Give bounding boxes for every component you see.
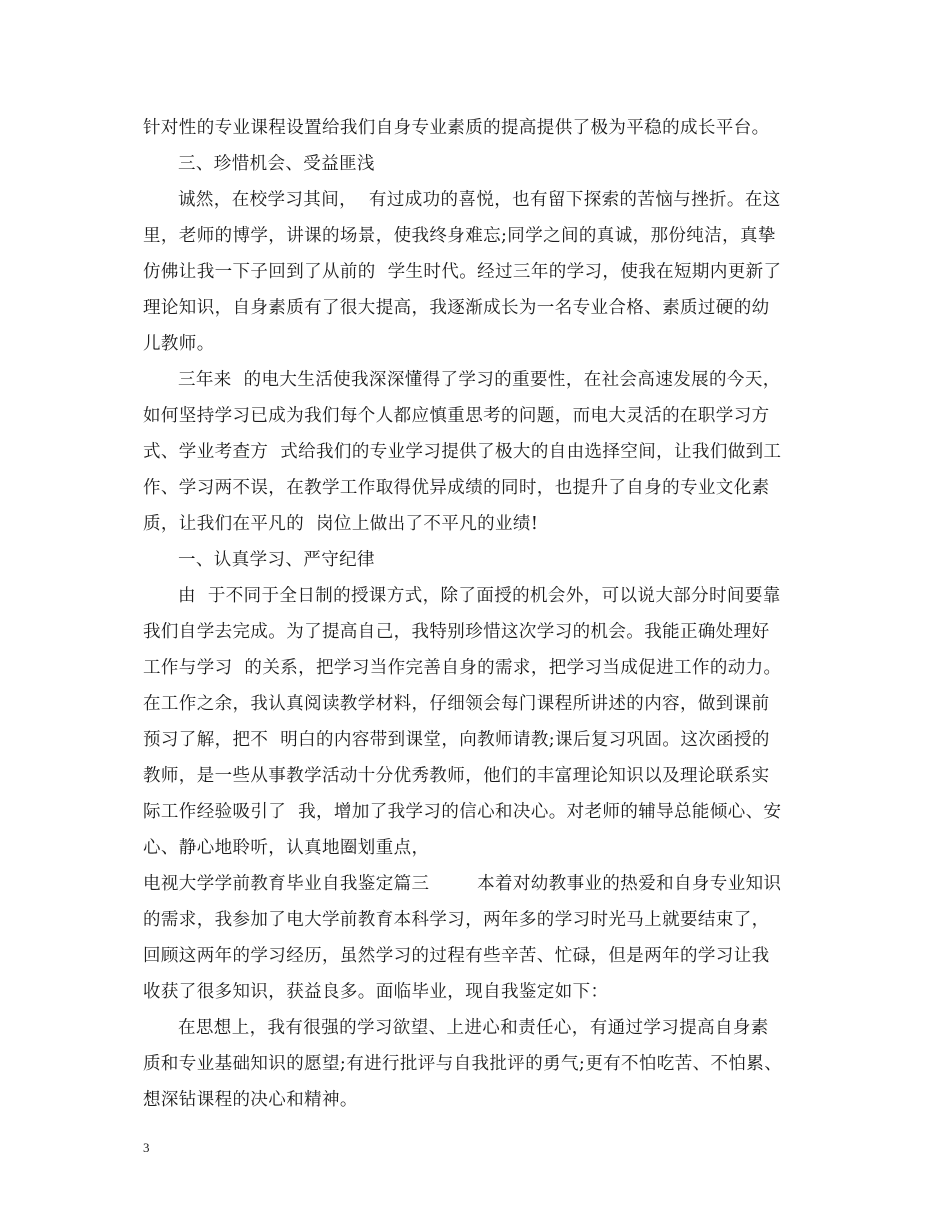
text-line: 工作与学习 的关系，把学习当作完善自身的需求，把学习当成促进工作的动力。 xyxy=(143,658,782,678)
text-line: 作、学习两不误，在教学工作取得优异成绩的同时，也提升了自身的专业文化素 xyxy=(143,478,770,498)
text-line: 想深钻课程的决心和精神。 xyxy=(143,1090,358,1110)
text-line: 如何坚持学习已成为我们每个人都应慎重思考的问题，而电大灵活的在职学习方 xyxy=(143,406,770,426)
text-line: 教师，是一些从事教学活动十分优秀教师，他们的丰富理论知识以及理论联系实 xyxy=(143,766,770,786)
text-line: 收获了很多知识，获益良多。面临毕业，现自我鉴定如下： xyxy=(143,982,609,1002)
text-line: 回顾这两年的学习经历，虽然学习的过程有些辛苦、忙碌，但是两年的学习让我 xyxy=(143,946,770,966)
text-line: 仿佛让我一下子回到了从前的 学生时代。经过三年的学习，使我在短期内更新了 xyxy=(143,262,782,282)
section-heading: 一、认真学习、严守纪律 xyxy=(178,550,375,570)
page-number: 3 xyxy=(143,1140,150,1155)
text-line: 式、学业考查方 式给我们的专业学习提供了极大的自由选择空间，让我们做到工 xyxy=(143,442,782,462)
text-line: 诚然，在校学习其间， 有过成功的喜悦，也有留下探索的苦恼与挫折。在这 xyxy=(178,190,781,210)
text-line: 的需求，我参加了电大学前教育本科学习，两年多的学习时光马上就要结束了， xyxy=(143,910,770,930)
text-line: 三年来 的电大生活使我深深懂得了学习的重要性，在社会高速发展的今天， xyxy=(178,370,781,390)
text-line: 我们自学去完成。为了提高自己，我特别珍惜这次学习的机会。我能正确处理好 xyxy=(143,622,770,642)
text-line: 心、静心地聆听，认真地圈划重点， xyxy=(143,838,430,858)
text-line: 在工作之余，我认真阅读教学材料，仔细领会每门课程所讲述的内容，做到课前 xyxy=(143,694,770,714)
text-line: 由 于不同于全日制的授课方式，除了面授的机会外，可以说大部分时间要靠 xyxy=(178,586,781,606)
text-line: 质和专业基础知识的愿望;有进行批评与自我批评的勇气;更有不怕吃苦、不怕累、 xyxy=(143,1054,783,1074)
text-line: 质，让我们在平凡的 岗位上做出了不平凡的业绩! xyxy=(143,514,539,534)
text-line: 里，老师的博学，讲课的场景，使我终身难忘;同学之间的真诚，那份纯洁，真挚 xyxy=(143,226,776,246)
section-heading: 三、珍惜机会、受益匪浅 xyxy=(178,154,375,174)
text-line: 际工作经验吸引了 我，增加了我学习的信心和决心。对老师的辅导总能倾心、安 xyxy=(143,802,782,822)
text-line: 预习了解，把不 明白的内容带到课堂，向教师请教;课后复习巩固。这次函授的 xyxy=(143,730,770,750)
text-line: 在思想上，我有很强的学习欲望、上进心和责任心，有通过学习提高自身素 xyxy=(178,1018,769,1038)
text-line: 理论知识，自身素质有了很大提高，我逐渐成长为一名专业合格、素质过硬的幼 xyxy=(143,298,770,318)
text-line: 电视大学学前教育毕业自我鉴定篇三 本着对幼教事业的热爱和自身专业知识 xyxy=(143,874,782,894)
text-line: 针对性的专业课程设置给我们自身专业素质的提高提供了极为平稳的成长平台。 xyxy=(143,118,770,138)
text-line: 儿教师。 xyxy=(143,334,215,354)
